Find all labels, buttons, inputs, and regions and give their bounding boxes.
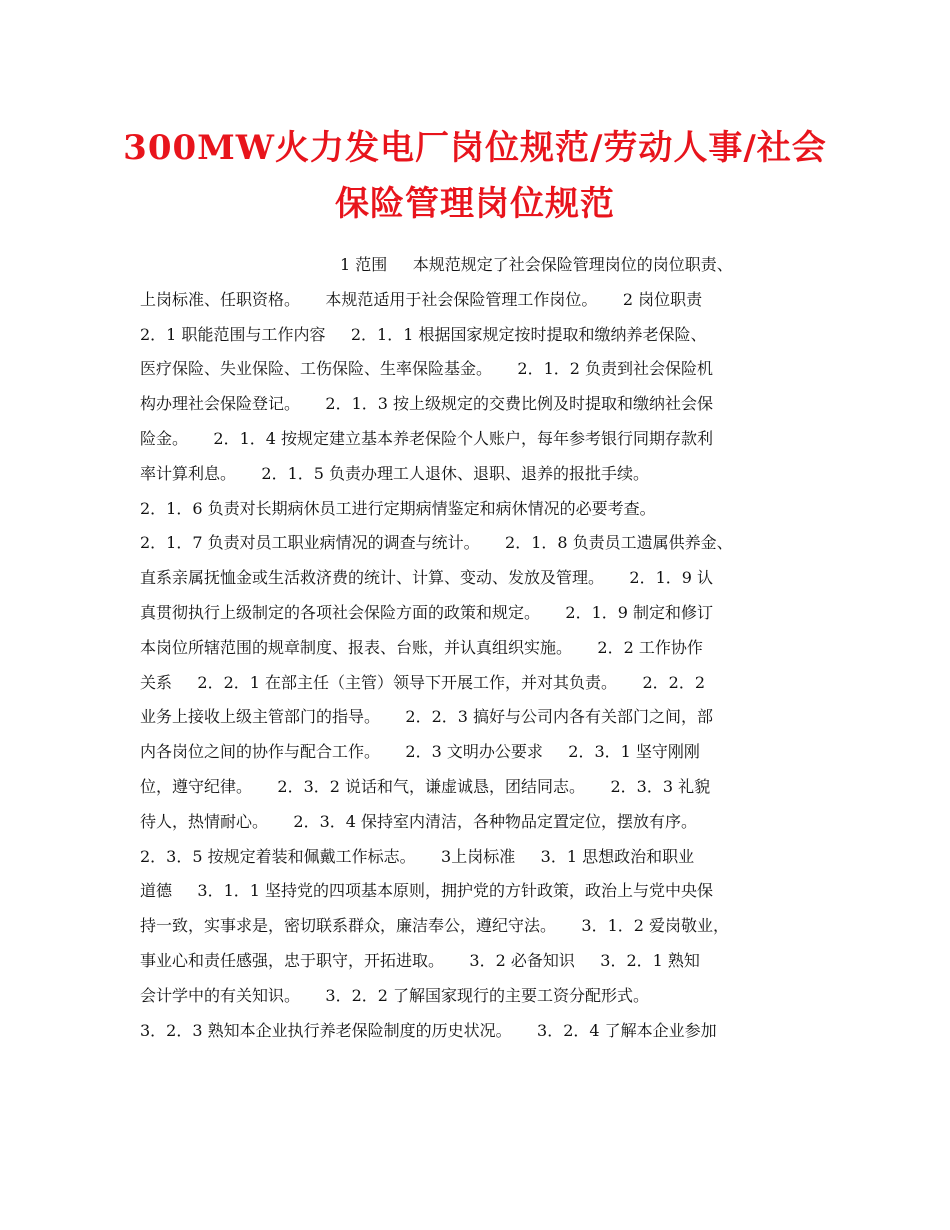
body-line: 3．2．3 熟知本企业执行养老保险制度的历史状况。 3．2．4 了解本企业参加 bbox=[140, 1020, 717, 1040]
body-line: 持一致，实事求是，密切联系群众，廉洁奉公，遵纪守法。 3．1．2 爱岗敬业， bbox=[140, 916, 730, 936]
body-line: 本岗位所辖范围的规章制度、报表、台账，并认真组织实施。 2．2 工作协作 bbox=[140, 637, 703, 657]
title-line-1: 300MW火力发电厂岗位规范/劳动人事/社会 bbox=[123, 128, 827, 168]
body-line: 会计学中的有关知识。 3．2．2 了解国家现行的主要工资分配形式。 bbox=[140, 985, 650, 1005]
body-line: 率计算利息。 2．1．5 负责办理工人退休、退职、退养的报批手续。 bbox=[140, 463, 650, 483]
body-line: 2．1 职能范围与工作内容 2．1．1 根据国家规定按时提取和缴纳养老保险、 bbox=[140, 324, 707, 344]
body-line: 业务上接收上级主管部门的指导。 2．2．3 搞好与公司内各有关部门之间，部 bbox=[140, 707, 714, 727]
body-line: 2．1．7 负责对员工职业病情况的调查与统计。 2．1．8 负责员工遗属供养金、 bbox=[140, 533, 733, 553]
body-line: 1 范围 本规范规定了社会保险管理岗位的岗位职责、 bbox=[340, 255, 733, 274]
document-body bbox=[140, 248, 820, 1048]
body-line: 构办理社会保险登记。 2．1．3 按上级规定的交费比例及时提取和缴纳社会保 bbox=[140, 394, 714, 414]
body-line: 真贯彻执行上级制定的各项社会保险方面的政策和规定。 2．1．9 制定和修订 bbox=[140, 602, 714, 622]
title-line-2: 保险管理岗位规范 bbox=[335, 184, 615, 224]
body-line: 待人，热情耐心。 2．3．4 保持室内清洁，各种物品定置定位，摆放有序。 bbox=[140, 811, 698, 831]
body-line: 医疗保险、失业保险、工伤保险、生率保险基金。 2．1．2 负责到社会保险机 bbox=[140, 359, 714, 379]
body-line: 关系 2．2．1 在部主任（主管）领导下开展工作，并对其负责。 2．2．2 bbox=[140, 672, 706, 692]
body-line: 险金。 2．1．4 按规定建立基本养老保险个人账户，每年参考银行同期存款利 bbox=[140, 428, 714, 448]
body-line: 2．1．6 负责对长期病休员工进行定期病情鉴定和病休情况的必要考查。 bbox=[140, 498, 656, 518]
document-title bbox=[100, 120, 850, 232]
body-line: 直系亲属抚恤金或生活救济费的统计、计算、变动、发放及管理。 2．1．9 认 bbox=[140, 568, 714, 588]
body-line: 位，遵守纪律。 2．3．2 说话和气，谦虚诚恳，团结同志。 2．3．3 礼貌 bbox=[140, 776, 711, 796]
body-line: 2．3．5 按规定着装和佩戴工作标志。 3上岗标准 3．1 思想政治和职业 bbox=[140, 846, 695, 866]
body-line: 上岗标准、任职资格。 本规范适用于社会保险管理工作岗位。 2 岗位职责 bbox=[140, 289, 703, 309]
body-line: 道德 3．1．1 坚持党的四项基本原则，拥护党的方针政策，政治上与党中央保 bbox=[140, 881, 714, 901]
body-line: 内各岗位之间的协作与配合工作。 2．3 文明办公要求 2．3．1 坚守刚刚 bbox=[140, 742, 700, 762]
body-line: 事业心和责任感强，忠于职守，开拓进取。 3．2 必备知识 3．2．1 熟知 bbox=[140, 950, 700, 970]
